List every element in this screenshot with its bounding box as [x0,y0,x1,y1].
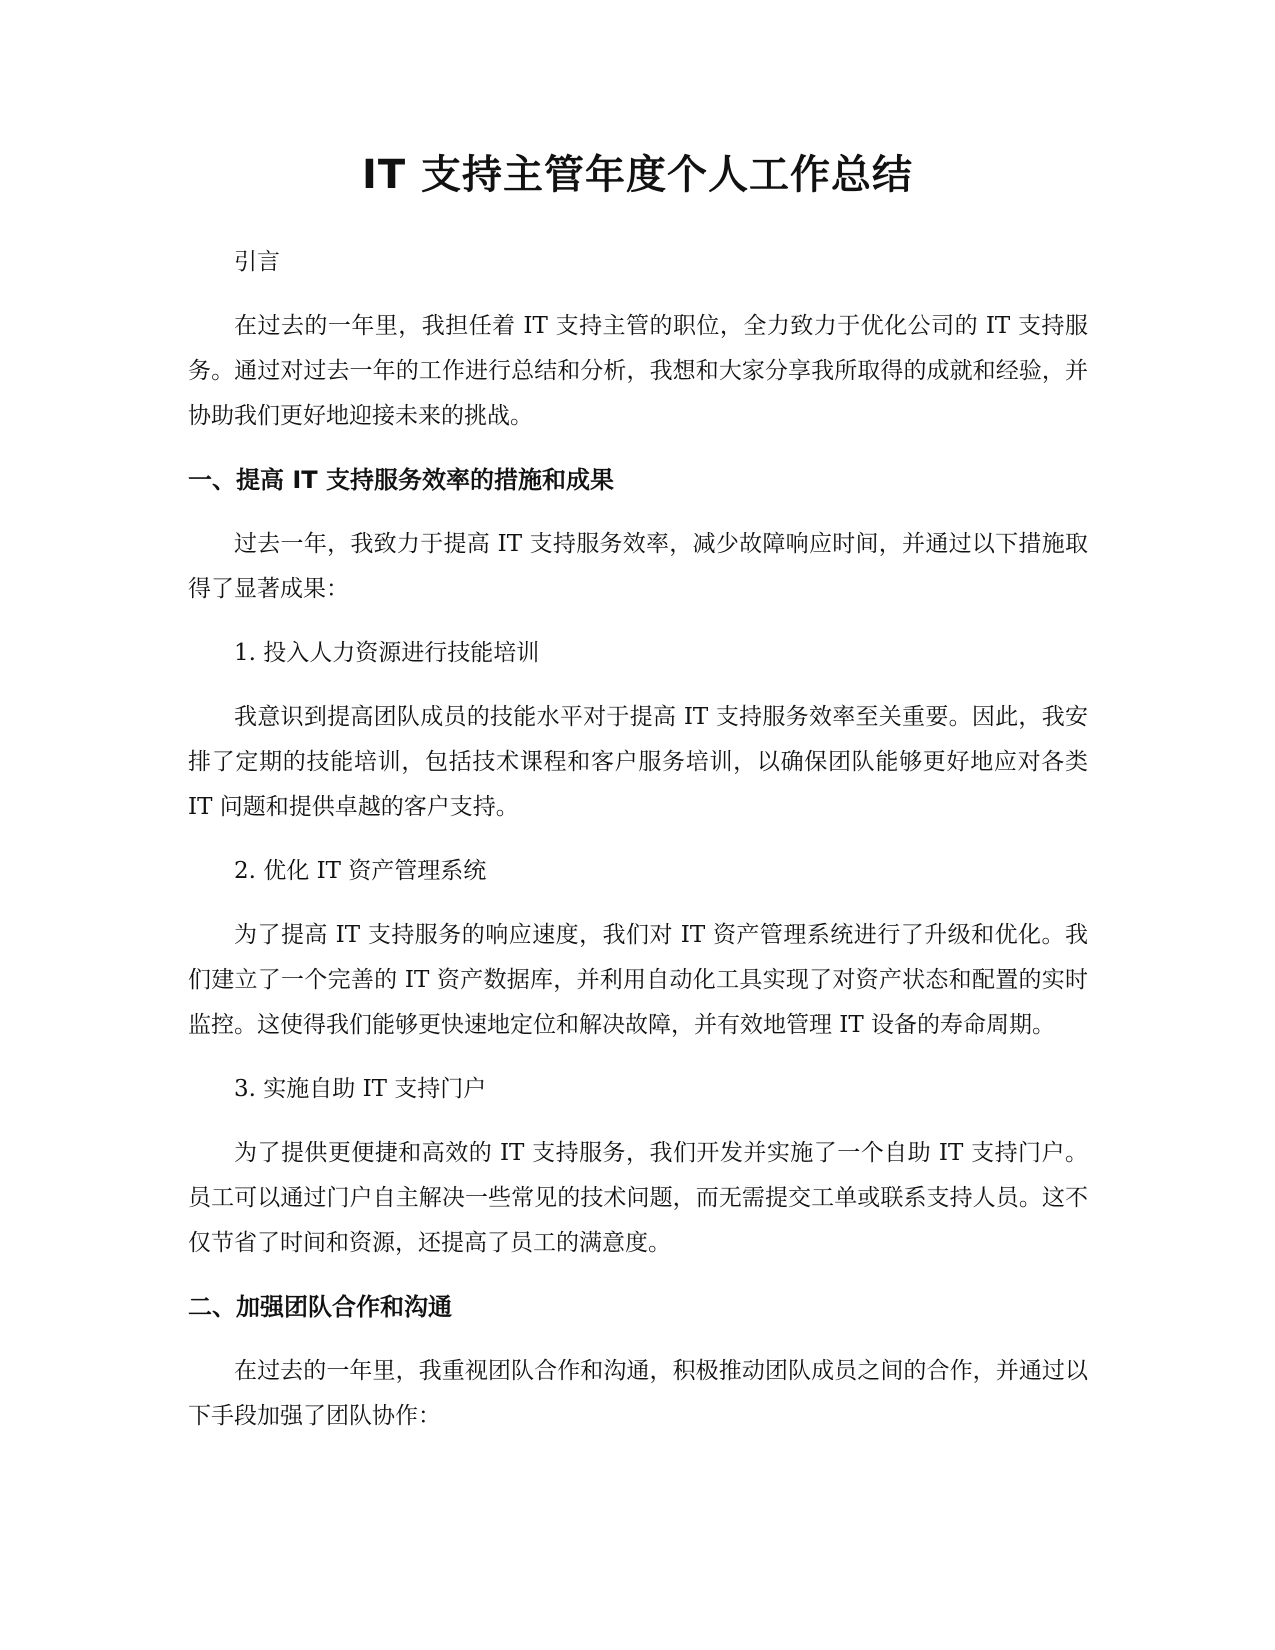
section1-item1-title: 1. 投入人力资源进行技能培训 [234,640,540,666]
section1-item3-text: 为了提供更便捷和高效的 IT 支持服务，我们开发并实施了一个自助 IT 支持门户。员工可以通过门户自主解决一些常见的技术问题，而无需提交工单或联系支持人员。这不仅节省了时间和资源，还提高了员工的满意度。 [188,1140,1088,1256]
section1-item1-text: 我意识到提高团队成员的技能水平对于提高 IT 支持服务效率至关重要。因此，我安排了定期的技能培训，包括技术课程和客户服务培训，以确保团队能够更好地应对各类 IT 问题和提供卓越的客户支持。 [188,704,1088,820]
section2-heading: 二、加强团队合作和沟通 [188,1293,452,1321]
section1-item2-text: 为了提高 IT 支持服务的响应速度，我们对 IT 资产管理系统进行了升级和优化。我们建立了一个完善的 IT 资产数据库，并利用自动化工具实现了对资产状态和配置的实时监控。这使得我们能够更快速地定位和解决故障，并有效地管理 IT 设备的寿命周期。 [188,922,1088,1038]
intro-paragraph: 在过去的一年里，我担任着 IT 支持主管的职位，全力致力于优化公司的 IT 支持服务。通过对过去一年的工作进行总结和分析，我想和大家分享我所取得的成就和经验，并协助我们更好地迎接未来的挑战。 [188,313,1088,429]
section1-item3-title: 3. 实施自助 IT 支持门户 [234,1076,487,1102]
section2-intro: 在过去的一年里，我重视团队合作和沟通，积极推动团队成员之间的合作，并通过以下手段加强了团队协作： [188,1358,1088,1429]
document-body [188,240,1088,1458]
section1-heading: 一、提高 IT 支持服务效率的措施和成果 [188,466,615,494]
intro-label: 引言 [234,249,280,275]
document-title: IT 支持主管年度个人工作总结 [361,152,914,198]
section1-intro: 过去一年，我致力于提高 IT 支持服务效率，减少故障响应时间，并通过以下措施取得了显著成果： [188,531,1088,602]
section1-item2-title: 2. 优化 IT 资产管理系统 [234,858,487,884]
